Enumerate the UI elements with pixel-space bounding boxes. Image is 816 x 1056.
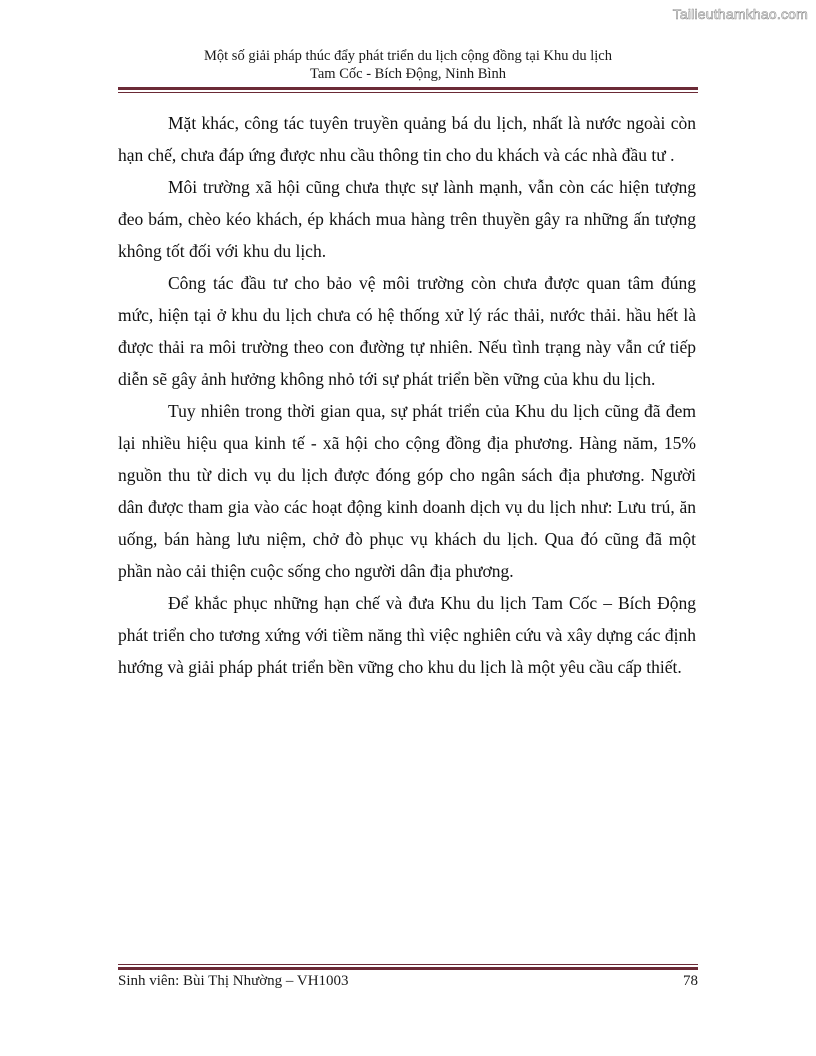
paragraph: Công tác đầu tư cho bảo vệ môi trường còn chưa được quan tâm đúng mức, hiện tại ở khu du lịch chưa có hệ thống xử lý rác thải, nước thải. hầu hết là được thải ra môi trường theo con đường tự nhiên. Nếu tình trạng này vẫn cứ tiếp diễn sẽ gây ảnh hưởng không nhỏ tới sự phát triển bền vững của khu du lịch. xyxy=(118,273,696,389)
paragraph: Tuy nhiên trong thời gian qua, sự phát triển của Khu du lịch cũng đã đem lại nhiều hiệu qua kinh tế - xã hội cho cộng đồng địa phương. Hàng năm, 15% nguồn thu từ dich vụ du lịch được đóng góp cho ngân sách địa phương. Người dân được tham gia vào các hoạt động kinh doanh dịch vụ du lịch như: Lưu trú, ăn uống, bán hàng lưu niệm, chở đò phục vụ khách du lịch. Qua đó cũng đã một phần nào cải thiện cuộc sống cho người dân địa phương. xyxy=(118,401,696,581)
page-number: 78 xyxy=(683,973,698,989)
footer-student-name: Sinh viên: Bùi Thị Nhường – VH1003 xyxy=(118,973,349,989)
header-divider xyxy=(118,87,698,93)
running-header xyxy=(118,47,698,83)
running-footer xyxy=(118,971,698,991)
paragraph: Môi trường xã hội cũng chưa thực sự lành mạnh, vẫn còn các hiện tượng đeo bám, chèo kéo khách, ép khách mua hàng trên thuyền gây ra những ấn tượng không tốt đối với khu du lịch. xyxy=(118,177,696,261)
watermark: Tailieuthamkhao.com xyxy=(672,6,808,22)
header-title-line-2: Tam Cốc - Bích Động, Ninh Bình xyxy=(310,66,506,82)
header-title-line-1: Một số giải pháp thúc đẩy phát triển du lịch cộng đồng tại Khu du lịch xyxy=(204,48,612,64)
paragraph: Để khắc phục những hạn chế và đưa Khu du lịch Tam Cốc – Bích Động phát triển cho tương xứng với tiềm năng thì việc nghiên cứu và xây dựng các định hướng và giải pháp phát triển bền vững cho khu du lịch là một yêu cầu cấp thiết. xyxy=(118,593,696,677)
body-text xyxy=(118,107,696,683)
footer-divider xyxy=(118,964,698,970)
paragraph: Mặt khác, công tác tuyên truyền quảng bá du lịch, nhất là nước ngoài còn hạn chế, chưa đáp ứng được nhu cầu thông tin cho du khách và các nhà đầu tư . xyxy=(118,113,696,165)
